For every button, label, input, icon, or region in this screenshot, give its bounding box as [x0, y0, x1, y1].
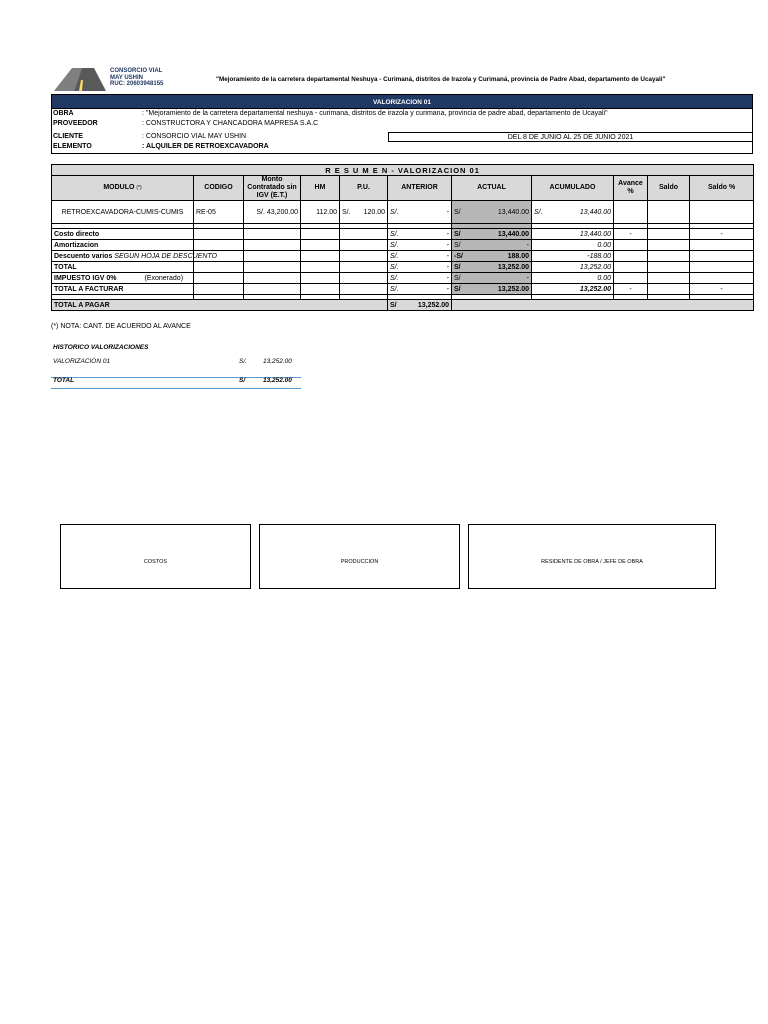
summary-row — [52, 251, 754, 262]
summary-acumulado: 13,440.00 — [532, 229, 614, 240]
col-pu: P.U. — [340, 176, 388, 201]
project-title: "Mejoramiento de la carretera departamental Neshuya - Curimaná, distritos de Irazola y Curimaná, provincia de Padre Abad, departamento de Ucayali" — [216, 76, 666, 83]
summary-anterior: S/. - — [388, 251, 452, 262]
historico-title: HISTORICO VALORIZACIONES — [53, 344, 149, 351]
summary-saldo-pct: - — [690, 229, 754, 240]
historico-row-label: VALORIZACION 01 — [53, 358, 111, 365]
header-row — [52, 176, 754, 201]
col-acumulado: ACUMULADO — [532, 176, 614, 201]
col-saldo: Saldo — [648, 176, 690, 201]
footnote: (*) NOTA: CANT. DE ACUERDO AL AVANCE — [51, 323, 191, 330]
summary-actual: S/ 13,252.00 — [452, 284, 532, 295]
summary-label: IMPUESTO IGV 0% (Exonerado) — [52, 273, 194, 284]
summary-anterior: S/. - — [388, 273, 452, 284]
signature-residente: RESIDENTE DE OBRA / JEFE DE OBRA — [468, 524, 716, 589]
resumen-title: R E S U M E N - VALORIZACION 01 — [52, 165, 754, 176]
summary-label: TOTAL A FACTURAR — [52, 284, 194, 295]
historico-total-value: 13,252.00 — [263, 377, 292, 384]
summary-row — [52, 229, 754, 240]
summary-saldo-pct: - — [690, 284, 754, 295]
col-avance: Avance % — [614, 176, 648, 201]
item-pu: S/. 120.00 — [340, 201, 388, 224]
summary-actual: -S/ 188.00 — [452, 251, 532, 262]
summary-row — [52, 262, 754, 273]
summary-acumulado: 13,252.00 — [532, 262, 614, 273]
road-logo-icon — [52, 66, 108, 92]
elemento-value: : ALQUILER DE RETROEXCAVADORA — [142, 143, 269, 150]
summary-avance: - — [614, 229, 648, 240]
summary-row — [52, 240, 754, 251]
item-hm: 112.00 — [301, 201, 340, 224]
summary-acumulado: 0.00 — [532, 240, 614, 251]
elemento-label: ELEMENTO — [53, 143, 92, 150]
item-acumulado: S/. 13,440.00 — [532, 201, 614, 224]
col-actual: ACTUAL — [452, 176, 532, 201]
item-anterior: S/. - — [388, 201, 452, 224]
summary-actual: S/ 13,252.00 — [452, 262, 532, 273]
item-modulo: RETROEXCAVADORA-CUMIS-CUMIS — [52, 201, 194, 224]
col-codigo: CODIGO — [194, 176, 244, 201]
col-hm: HM — [301, 176, 340, 201]
historico-total-cur: S/ — [239, 377, 246, 384]
obra-label: OBRA — [53, 110, 74, 117]
info-block — [51, 109, 753, 154]
summary-anterior: S/. - — [388, 284, 452, 295]
item-row — [52, 201, 754, 224]
divider — [51, 388, 301, 389]
summary-label: Costo directo — [52, 229, 194, 240]
total-pagar-row — [52, 300, 754, 311]
resumen-table — [51, 164, 754, 311]
summary-label: Amortizacion — [52, 240, 194, 251]
historico-total-label: TOTAL — [53, 377, 75, 384]
summary-label: TOTAL — [52, 262, 194, 273]
total-pagar-value: S/ 13,252.00 — [388, 300, 452, 311]
proveedor-label: PROVEEDOR — [53, 120, 98, 127]
summary-label: Descuento varios SEGUN HOJA DE DESCUENTO — [52, 251, 194, 262]
summary-acumulado: 13,252.00 — [532, 284, 614, 295]
summary-anterior: S/. - — [388, 240, 452, 251]
col-anterior: ANTERIOR — [388, 176, 452, 201]
item-actual: S/ 13,440.00 — [452, 201, 532, 224]
summary-avance: - — [614, 284, 648, 295]
summary-anterior: S/. - — [388, 229, 452, 240]
summary-actual: S/ 13,440.00 — [452, 229, 532, 240]
signature-produccion: PRODUCCION — [259, 524, 460, 589]
obra-value: : "Mejoramiento de la carretera departamental neshuya - curimana, distritos de irazola y curimana, provincia de padre abad, departamento de Ucayali" — [142, 110, 608, 117]
summary-row — [52, 284, 754, 295]
col-saldo-pct: Saldo % — [690, 176, 754, 201]
cliente-label: CLIENTE — [53, 133, 83, 140]
item-monto: S/. 43,200.00 — [244, 201, 301, 224]
historico-row-value: 13,252.00 — [263, 358, 292, 365]
logo-line3: RUC: 20603948155 — [110, 81, 164, 87]
summary-anterior: S/. - — [388, 262, 452, 273]
col-modulo: MODULO (*) — [52, 176, 194, 201]
summary-actual: S/ - — [452, 240, 532, 251]
summary-acumulado: 0.00 — [532, 273, 614, 284]
logo-line1: CONSORCIO VIAL — [110, 68, 163, 74]
cliente-value: : CONSORCIO VIAL MAY USHIN — [142, 133, 247, 140]
summary-row — [52, 273, 754, 284]
signature-costos: COSTOS — [60, 524, 251, 589]
col-monto: Monto Contratado sin IGV (E.T.) — [244, 176, 301, 201]
total-pagar-label: TOTAL A PAGAR — [52, 300, 388, 311]
logo-line2: MAY USHIN — [110, 74, 144, 81]
proveedor-value: : CONSTRUCTORA Y CHANCADORA MAPRESA S.A.C — [142, 120, 319, 127]
summary-acumulado: -188.00 — [532, 251, 614, 262]
summary-actual: S/ - — [452, 273, 532, 284]
company-logo — [52, 66, 212, 92]
historico-row-cur: S/. — [239, 358, 247, 365]
item-codigo: RE-05 — [194, 201, 244, 224]
valorizacion-band: VALORIZACION 01 — [51, 94, 753, 109]
date-range: DEL 8 DE JUNIO AL 25 DE JUNIO 2021 — [388, 132, 753, 142]
